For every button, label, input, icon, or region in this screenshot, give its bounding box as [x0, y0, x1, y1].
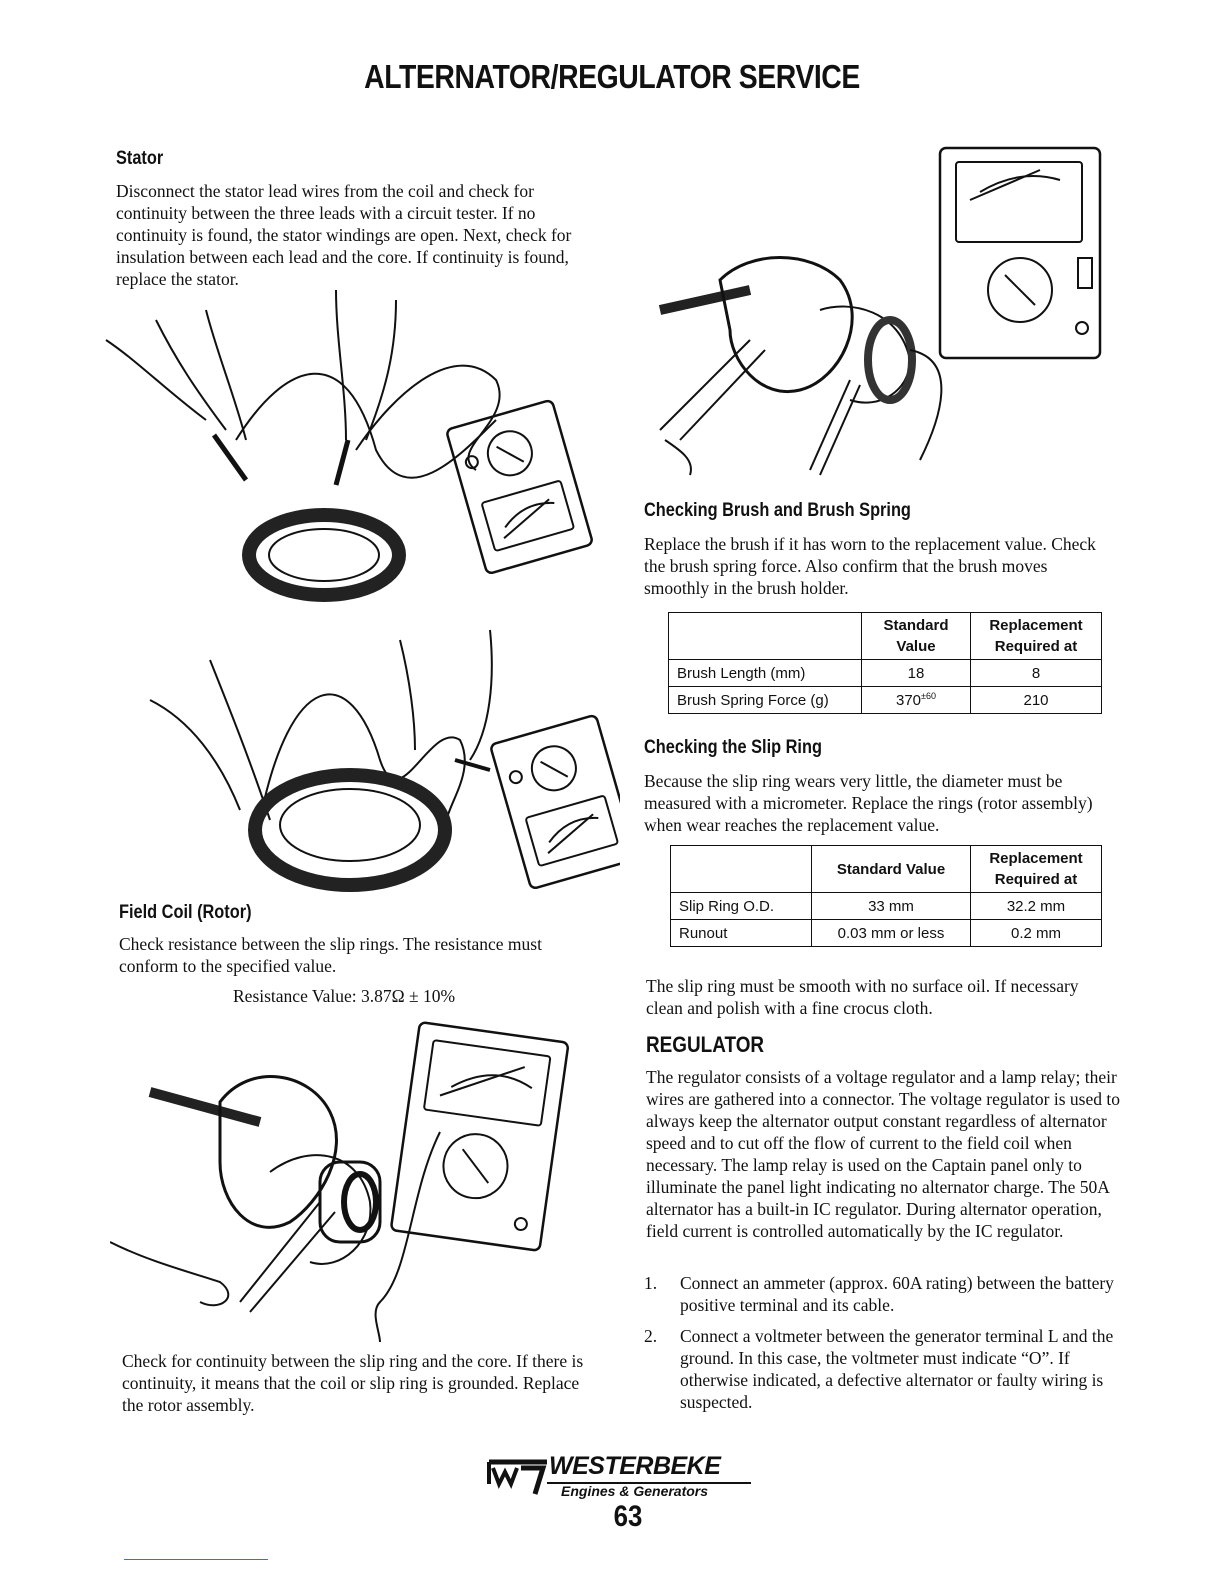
brush-spec-table: [668, 612, 1102, 714]
col-standard-header: Standard Value: [862, 613, 971, 660]
stator-paragraph: Disconnect the stator lead wires from the coil and check for continuity between the three leads with a circuit tester. If no continuity is found, the stator windings are open. Next, check for insulation between each lead and the core. If continuity is found, replace the stator.: [116, 181, 572, 289]
row-standard: 370: [896, 692, 922, 709]
stator-text: [116, 180, 604, 290]
page-number: 63: [613, 1500, 643, 1533]
slip-ring-text: [644, 770, 1116, 836]
brush-check-figure: [640, 140, 1110, 480]
rotor-continuity-text: [122, 1350, 592, 1416]
table-row: [669, 687, 1102, 714]
field-coil-heading: Field Coil (Rotor): [119, 902, 252, 923]
table-corner-cell: [669, 613, 862, 660]
row-replacement: 210: [971, 687, 1102, 714]
list-item: [644, 1272, 1120, 1316]
westerbeke-logo: [485, 1452, 755, 1502]
slip-ring-paragraph: Because the slip ring wears very little, the diameter must be measured with a micrometer. Replace the rings (rotor assembly) when wear reaches the replacement value.: [644, 771, 1093, 835]
rotor-resistance-figure: [110, 1012, 600, 1342]
brand-tagline: Engines & Generators: [561, 1483, 709, 1499]
regulator-steps: [644, 1272, 1120, 1422]
rotor-continuity-paragraph: Check for continuity between the slip ring and the core. If there is continuity, it means that the coil or slip ring is grounded. Replace the rotor assembly.: [122, 1351, 584, 1415]
footer-rule: [124, 1559, 268, 1560]
westerbeke-logo-icon: [485, 1458, 551, 1498]
brush-heading: Checking Brush and Brush Spring: [644, 500, 911, 521]
table-row: [671, 920, 1102, 947]
page-title: ALTERNATOR/REGULATOR SERVICE: [364, 58, 860, 95]
row-standard: 18: [862, 660, 971, 687]
stator-heading: Stator: [116, 148, 164, 169]
regulator-text: [646, 1066, 1122, 1242]
slip-ring-heading: Checking the Slip Ring: [644, 737, 822, 758]
table-header-row: [669, 613, 1102, 660]
col-standard-header: Standard Value: [812, 846, 971, 893]
brand-name: WESTERBEKE: [549, 1452, 721, 1480]
slip-ring-note: [646, 975, 1114, 1019]
row-item: Brush Length (mm): [669, 660, 862, 687]
table-header-row: [671, 846, 1102, 893]
row-item: Runout: [671, 920, 812, 947]
col-replacement-header: Replacement Required at: [971, 846, 1102, 893]
row-standard: 33 mm: [812, 893, 971, 920]
table-row: [671, 893, 1102, 920]
brush-text: [644, 533, 1114, 599]
step-number: 1.: [644, 1273, 658, 1293]
row-replacement: 0.2 mm: [971, 920, 1102, 947]
step-text: Connect a voltmeter between the generator terminal L and the ground. In this case, the voltmeter must indicate “O”. If otherwise indicated, a defective alternator or faulty wiring is suspected.: [680, 1326, 1114, 1412]
slip-ring-spec-table: [670, 845, 1102, 947]
resistance-value: Resistance Value: 3.87Ω ± 10%: [233, 986, 456, 1006]
field-coil-figure: [130, 620, 620, 910]
row-replacement: 32.2 mm: [971, 893, 1102, 920]
brush-paragraph: Replace the brush if it has worn to the replacement value. Check the brush spring force. Also confirm that the brush moves smoothly in the brush holder.: [644, 534, 1096, 598]
regulator-paragraph: The regulator consists of a voltage regulator and a lamp relay; their wires are gathered into a connector. The voltage regulator is used to always keep the alternator output constant regardless of alternator speed and to cut off the flow of current to the field coil when necessary. The lamp relay is used on the Captain panel only to illuminate the panel light indicating no alternator charge. The 50A alternator has a built-in IC regulator. During alternator operation, field current is controlled automatically by the IC regulator.: [646, 1067, 1120, 1241]
step-text: Connect an ammeter (approx. 60A rating) between the battery positive terminal and its cable.: [680, 1273, 1114, 1315]
stator-continuity-figure: [96, 280, 616, 610]
regulator-heading: REGULATOR: [646, 1032, 765, 1057]
row-standard: 0.03 mm or less: [812, 920, 971, 947]
slip-ring-note-paragraph: The slip ring must be smooth with no surface oil. If necessary clean and polish with a fine crocus cloth.: [646, 976, 1079, 1018]
col-replacement-header: Replacement Required at: [971, 613, 1102, 660]
table-row: [669, 660, 1102, 687]
row-standard-tolerance: ±60: [921, 691, 936, 701]
row-standard-cell: [862, 687, 971, 714]
row-item: Slip Ring O.D.: [671, 893, 812, 920]
row-item: Brush Spring Force (g): [669, 687, 862, 714]
field-coil-paragraph: Check resistance between the slip rings. The resistance must conform to the specified value.: [119, 934, 542, 976]
table-corner-cell: [671, 846, 812, 893]
list-item: [644, 1325, 1120, 1413]
step-number: 2.: [644, 1326, 658, 1346]
field-coil-text: [119, 933, 599, 977]
row-replacement: 8: [971, 660, 1102, 687]
